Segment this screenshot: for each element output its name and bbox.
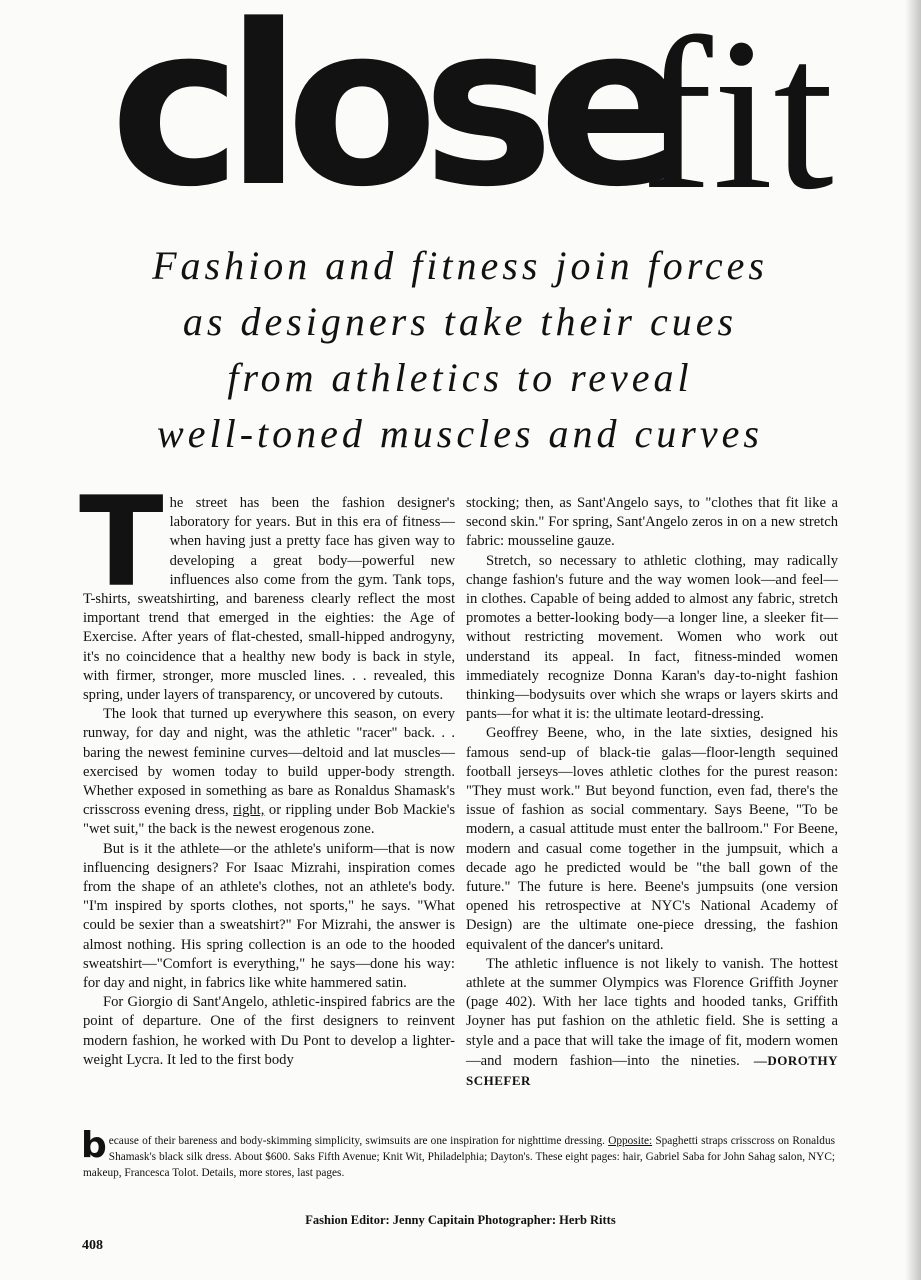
paragraph-text: The athletic influence is not likely to vanish. The hottest athlete at the summer Olympics was Florence Griffith Joyner (page 402). With her lace tights and hooded tanks, Griffith Joyner has put fashion on the athletic field. She is setting a style and a pace that will take the image of fit, modern women—and modern fashion—into the nineties. [466,955,838,1069]
article-paragraph [83,705,455,839]
paragraph-text: The look that turned up everywhere this season, on every runway, for day and night, was the athletic "racer" back. . . baring the newest feminine curves—deltoid and lat muscles—exercised by women today to build upper-body strength. Whether exposed in something as bare as Ronaldus Shamask's crisscross evening dress, [83,706,455,819]
article-paragraph-continued: stocking; then, as Sant'Angelo says, to "clothes that fit like a second skin." For spring, Sant'Angelo zeros in on a new stretch fabric: mousseline gauze. [466,495,838,550]
headline-word-fit: fit [640,0,834,235]
article-paragraph [79,471,455,705]
drop-cap: T [79,471,164,615]
article-column-right [466,494,838,1091]
deck-line: from athletics to reveal [227,355,693,400]
headline-word-close: close [110,0,673,236]
article-column-left [79,471,456,1070]
article-paragraph: Stretch, so necessary to athletic clothing, may radically change fashion's future and the way women look—and feel—in clothes. Capable of being added to almost any fabric, stretch promotes a better-looking body—a longer line, a sleeker fit—without restricting movement. Women who work out understand its appeal. In fact, fitness-minded women immediately recognize Donna Karan's day-to-night fashion thinking—bodysuits over which she wraps or layers skirts and pants—for what it is: the ultimate leotard-dressing. [466,552,838,723]
caption-text: Spaghetti straps crisscross on Ronaldus Shamask's black silk dress. About $600. Saks Fifth Avenue; Knit Wit, Philadelphia; Dayton's. These eight pages: hair, Gabriel Saba for John Sahag salon, NYC; makeup, Francesca Tolot. Details, more stores, last pages. [83,1135,835,1179]
article-paragraph [466,955,838,1091]
page-number: 408 [82,1238,103,1253]
headline [110,0,910,236]
deck-line: as designers take their cues [182,299,738,344]
deck-subtitle [60,238,860,462]
author-byline: —DOROTHY SCHEFER [466,1052,838,1089]
editor-photographer-credits: Fashion Editor: Jenny Capitain Photographer: Herb Ritts [305,1213,616,1227]
deck-line: well-toned muscles and curves [157,411,763,456]
caption-text: ecause of their bareness and body-skimming simplicity, swimsuits are one inspiration for nighttime dressing. [108,1135,609,1147]
caption-initial: b [81,1125,107,1166]
paragraph-text: or rippling under Bob Mackie's "wet suit," the back is the newest erogenous zone. [83,802,456,838]
article-paragraph: For Giorgio di Sant'Angelo, athletic-inspired fabrics are the point of departure. One of the first designers to reinvent modern fashion, he worked with Du Pont to develop a lighter-weight Lycra. It led to the first body [83,994,455,1068]
article-paragraph: Geoffrey Beene, who, in the late sixties, designed his famous send-up of black-tie galas—floor-length sequined football jerseys—loves athletic clothes for the purest reason: "They must work." But beyond function, even fad, there's the issue of fashion as social commentary. Says Beene, "To be modern, a casual attitude must enter the ballroom." For Beene, modern and casual come together in the jumpsuit, which a decade ago he predicted would be "the ball gown of the future." The future is here. Beene's jumpsuits (one version opened his retrospective at NYC's National Academy of Design) are the ultimate one-piece dressing, the fashion equivalent of the dancer's unitard. [466,725,838,953]
underlined-reference: right, [233,802,265,819]
paragraph-text: he street has been the fashion designer's laboratory for years. But in this era of fitness—when having just a pretty face has given way to developing a great body—powerful new influences also come from the gym. Tank tops, T-shirts, sweatshirting, and bareness clearly reflect the most important trend that emerged in the eighties: the Age of Exercise. After years of flat-chested, small-hipped androgyny, it's no coincidence that a healthy new body is back in style, with firmer, stronger, more muscled lines. . . revealed, this spring, under layers of transparency, or uncovered by cutouts. [83,495,455,704]
photo-caption [81,1125,835,1181]
article-paragraph: But is it the athlete—or the athlete's uniform—that is now influencing designers? For Isaac Mizrahi, inspiration comes from the shape of an athlete's clothes, not an athlete's body. "I'm inspired by sports clothes, not sports," he says. "What could be sexier than a sweatshirt?" For Mizrahi, the answer is almost nothing. His spring collection is an ode to the hooded sweatshirt—"Comfort is everything," he says—done his way: for day and night, in fabrics like white hammered satin. [83,840,455,992]
deck-line: Fashion and fitness join forces [152,243,768,288]
caption-opposite-label: Opposite: [608,1135,653,1147]
